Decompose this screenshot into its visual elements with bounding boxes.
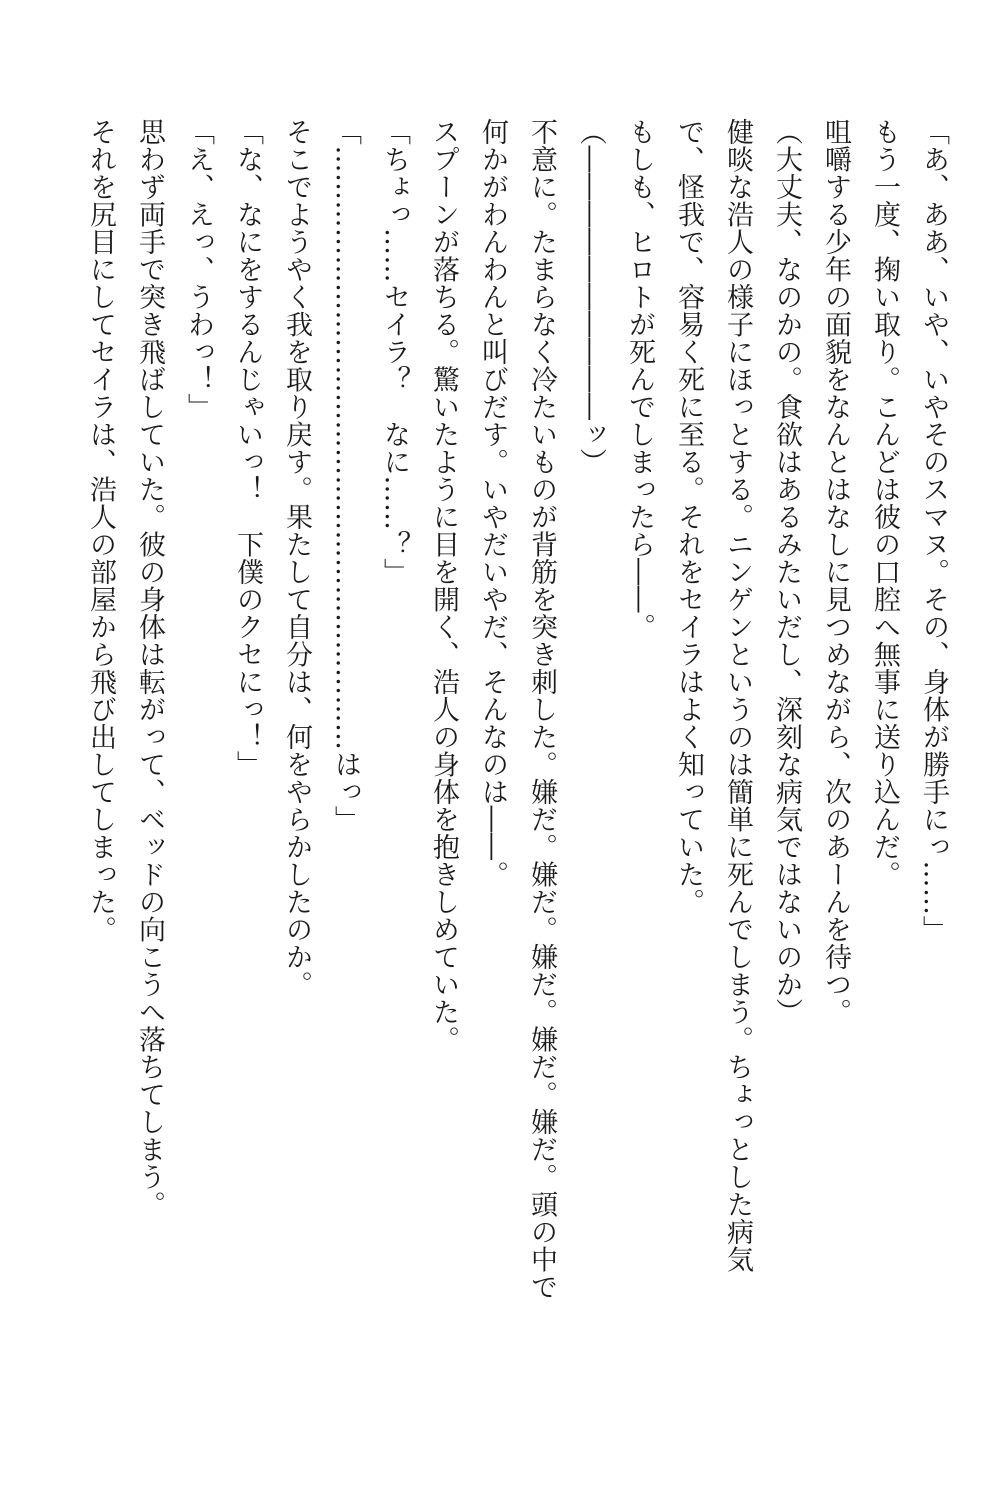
text-line-3: 咀嚼する少年の面貌をなんとはなしに見つめながら、次のあーんを待つ。 (820, 118, 851, 1026)
text-line-14: そこでようやく我を取り戻す。果たして自分は、何をやらかしたのか。 (281, 118, 312, 998)
text-line-2: もう一度、掬い取り。こんどは彼の口腔へ無事に送り込んだ。 (869, 118, 900, 888)
text-line-7: もしも、ヒロトが死んでしまったら――。 (624, 118, 655, 641)
text-line-17: 思わず両手で突き飛ばしていた。彼の身体は転がって、ベッドの向こうへ落ちてしまう。 (134, 118, 165, 1218)
text-line-5: 健啖な浩人の様子にほっとする。ニンゲンというのは簡単に死んでしまう。ちょっとした病気 (722, 118, 753, 1273)
vertical-text-block (76, 118, 958, 1418)
text-line-15: 「な、なにをするんじゃいっ！ 下僕のクセにっ！」 (232, 118, 263, 778)
text-line-16: 「え、えっ、うわっ！」 (183, 118, 214, 421)
text-line-11: スプーンが落ちる。驚いたように目を開く、浩人の身体を抱きしめていた。 (428, 118, 459, 1053)
text-line-18: それを尻目にしてセイラは、浩人の部屋から飛び出してしまった。 (85, 118, 116, 943)
text-line-12: 「ちょっ……セイラ？ なに……？」 (379, 118, 410, 586)
text-line-6: で、怪我で、容易く死に至る。それをセイラはよく知っていた。 (673, 118, 704, 916)
text-line-1: 「あ、ああ、いや、いやそのスマヌ。その、身体が勝手にっ……」 (918, 118, 949, 943)
text-line-4: （大丈夫、なのかの。食欲はあるみたいだし、深刻な病気ではないのか） (771, 118, 802, 1026)
text-line-8: （――――――――――ッ） (575, 118, 606, 476)
text-line-9: 不意に。たまらなく冷たいものが背筋を突き刺した。嫌だ。嫌だ。嫌だ。嫌だ。嫌だ。頭の中で (526, 118, 557, 1301)
text-line-13: 「…………………………………………………………はっ」 (330, 118, 361, 833)
text-line-10: 何かがわんわんと叫びだす。いやだいやだ、そんなのは――。 (477, 118, 508, 888)
